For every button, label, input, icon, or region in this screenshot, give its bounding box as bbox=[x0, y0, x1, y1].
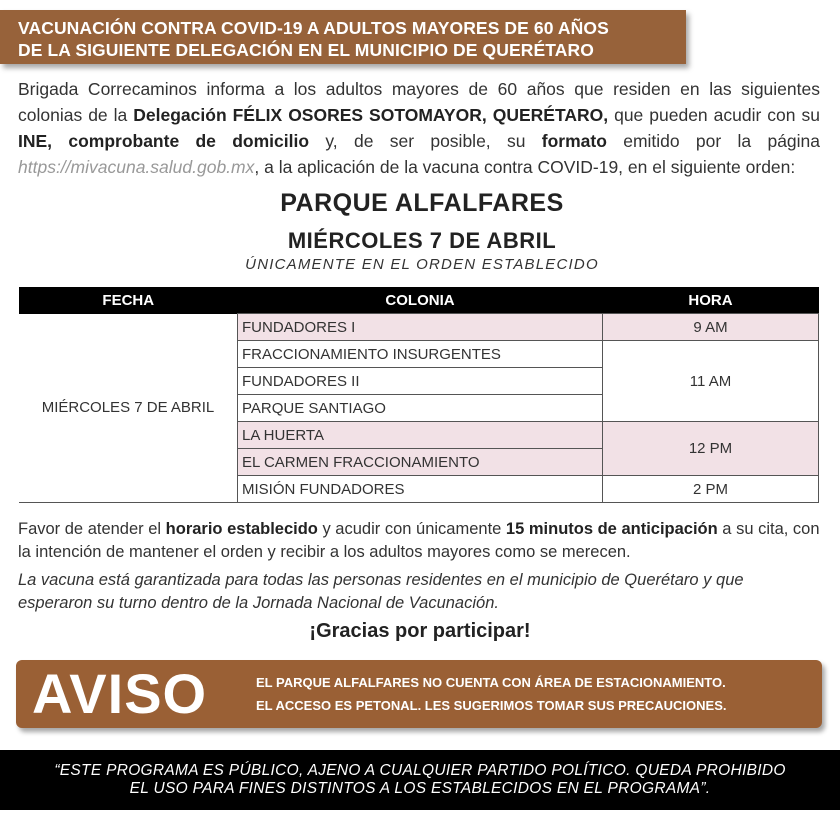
intro-text: Brigada Correcaminos informa a los adultos mayores de 60 años que residen en las siguientes colonias de la bbox=[18, 79, 820, 125]
table-header-row bbox=[19, 287, 819, 314]
aviso-banner bbox=[16, 660, 822, 728]
table-row bbox=[19, 314, 819, 341]
title-line-2: DE LA SIGUIENTE DELEGACIÓN EN EL MUNICIPIO DE QUERÉTARO bbox=[18, 40, 594, 60]
colonia-cell: FUNDADORES I bbox=[238, 314, 603, 341]
colonia-cell: FRACCIONAMIENTO INSURGENTES bbox=[238, 341, 603, 368]
hora-cell: 2 PM bbox=[603, 476, 819, 503]
hora-cell: 11 AM bbox=[603, 341, 819, 422]
note-bold-horario: horario establecido bbox=[165, 520, 318, 538]
aviso-heading: AVISO bbox=[32, 662, 208, 725]
intro-text: que pueden acudir con su bbox=[608, 105, 820, 125]
hora-cell: 9 AM bbox=[603, 314, 819, 341]
footer-line-2: EL USO PARA FINES DISTINTOS A LOS ESTABLECIDOS EN EL PROGRAMA”. bbox=[129, 780, 711, 797]
note-text: a su cita, con la intención de mantener el orden y recibir a los adultos mayores como se merecen. bbox=[18, 520, 820, 561]
note-bold-minutos: 15 minutos de anticipación bbox=[505, 520, 718, 538]
vaccine-site-link[interactable]: https://mivacuna.salud.gob.mx bbox=[18, 157, 255, 177]
colonia-cell: PARQUE SANTIAGO bbox=[238, 395, 603, 422]
note-text: Favor de atender el bbox=[18, 520, 166, 538]
thanks-message: ¡Gracias por participar! bbox=[309, 620, 531, 642]
intro-bold-documents: INE, comprobante de domicilio bbox=[18, 131, 310, 151]
fecha-cell: MIÉRCOLES 7 DE ABRIL bbox=[19, 314, 238, 503]
venue-date: MIÉRCOLES 7 DE ABRIL bbox=[287, 228, 557, 253]
intro-text: emitido por la página bbox=[606, 131, 821, 151]
title-line-1: VACUNACIÓN CONTRA COVID-19 A ADULTOS MAYORES DE 60 AÑOS bbox=[18, 18, 609, 38]
header-colonia: COLONIA bbox=[238, 287, 603, 314]
footer-line-1: “ESTE PROGRAMA ES PÚBLICO, AJENO A CUALQUIER PARTIDO POLÍTICO. QUEDA PROHIBIDO bbox=[54, 762, 786, 779]
intro-paragraph bbox=[18, 76, 820, 180]
intro-bold-delegacion: Delegación FÉLIX OSORES SOTOMAYOR, QUERÉTARO, bbox=[133, 105, 609, 125]
aviso-line-2: EL ACCESO ES PETONAL. LES SUGERIMOS TOMAR SUS PRECAUCIONES. bbox=[256, 698, 727, 713]
colonia-cell: FUNDADORES II bbox=[238, 368, 603, 395]
guarantee-note: La vacuna está garantizada para todas las personas residentes en el municipio de Querétaro y que esperaron su turno dentro de la Jornada Nacional de Vacunación. bbox=[18, 571, 744, 612]
hora-cell: 12 PM bbox=[603, 422, 819, 476]
header-hora: HORA bbox=[603, 287, 819, 314]
venue-name: PARQUE ALFALFARES bbox=[280, 189, 564, 217]
venue-note: ÚNICAMENTE EN EL ORDEN ESTABLECIDO bbox=[245, 256, 599, 273]
intro-bold-formato: formato bbox=[541, 131, 607, 151]
title-banner bbox=[0, 10, 686, 64]
note-text: y acudir con únicamente bbox=[317, 520, 506, 538]
header-fecha: FECHA bbox=[19, 287, 238, 314]
aviso-line-1: EL PARQUE ALFALFARES NO CUENTA CON ÁREA DE ESTACIONAMIENTO. bbox=[256, 675, 726, 690]
legal-footer bbox=[0, 750, 840, 810]
colonia-cell: LA HUERTA bbox=[238, 422, 603, 449]
colonia-cell: MISIÓN FUNDADORES bbox=[238, 476, 603, 503]
instructions-note bbox=[18, 518, 822, 615]
schedule-table bbox=[19, 287, 819, 503]
intro-text: y, de ser posible, su bbox=[309, 131, 542, 151]
intro-text: , a la aplicación de la vacuna contra COVID-19, en el siguiente orden: bbox=[254, 157, 796, 177]
colonia-cell: EL CARMEN FRACCIONAMIENTO bbox=[238, 449, 603, 476]
